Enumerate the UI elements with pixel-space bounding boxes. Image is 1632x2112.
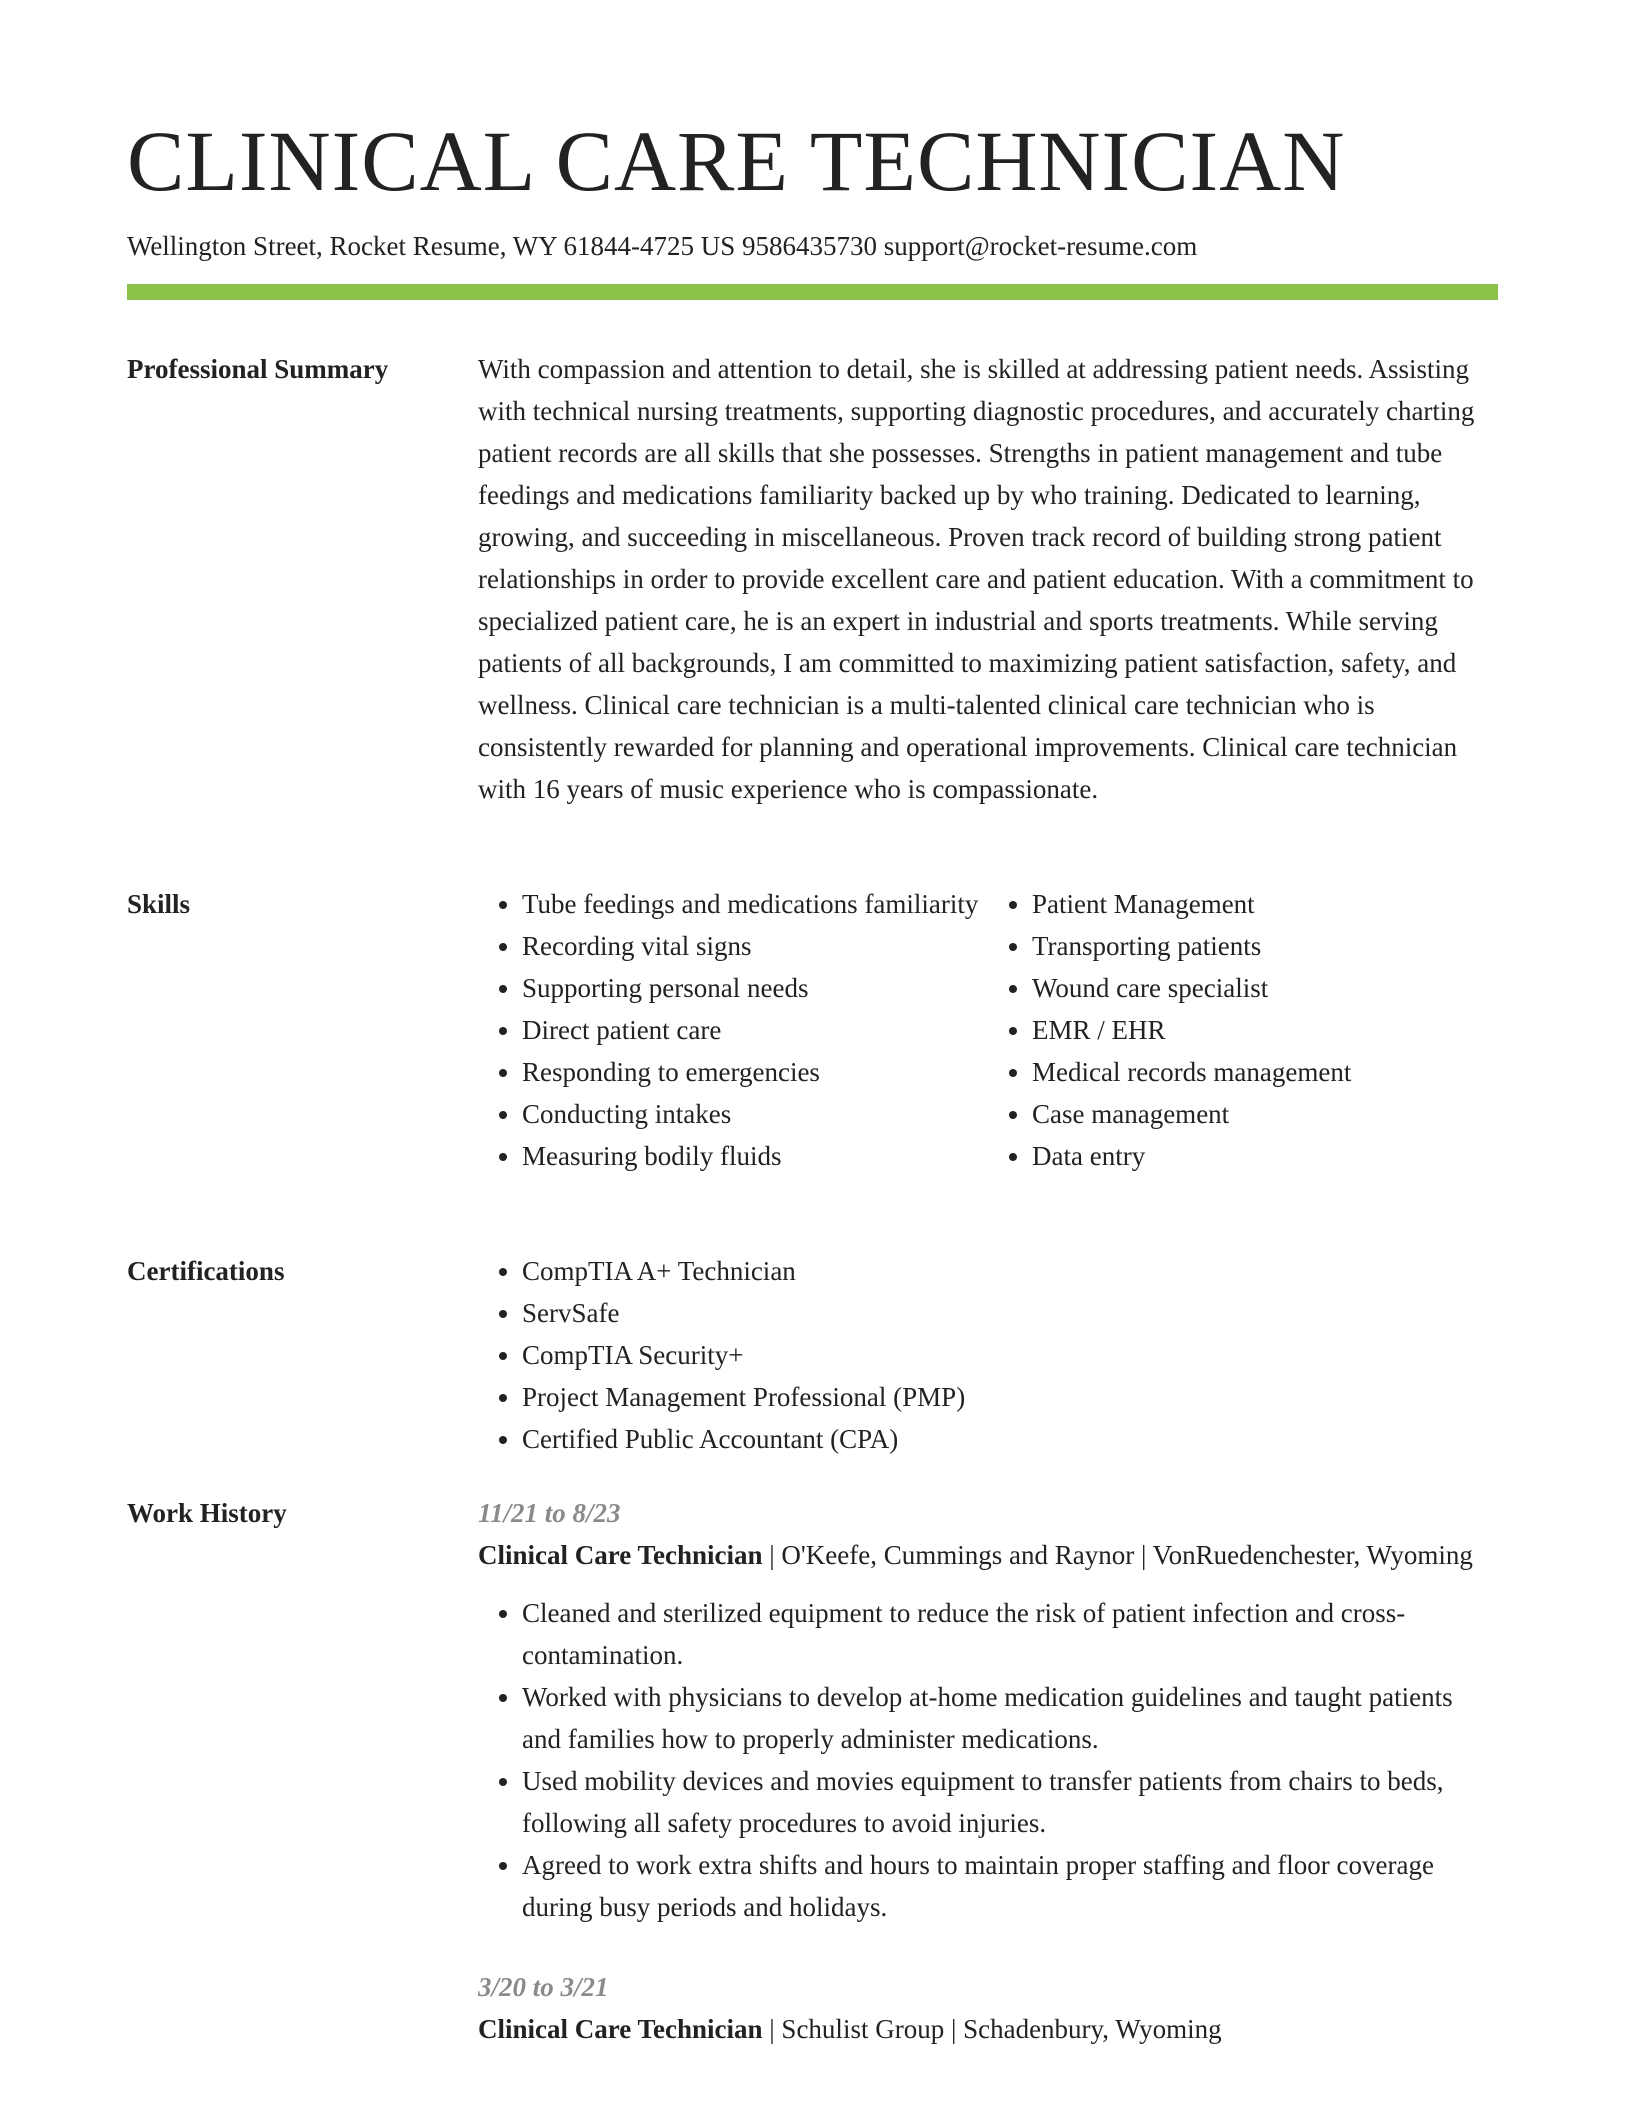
skill-item: • Tube feedings and medications familiarity (522, 883, 988, 925)
section-label-certifications: Certifications (127, 1256, 285, 1286)
section-label-skills: Skills (127, 889, 191, 919)
contact-info: Wellington Street, Rocket Resume, WY 61844-4725 US 9586435730 support@rocket-resume.com (127, 231, 1198, 261)
skills-list-left (478, 883, 988, 1177)
section-label-work-history: Work History (127, 1498, 287, 1528)
work-history-content (478, 1492, 1498, 2088)
summary-text: With compassion and attention to detail, she is skilled at addressing patient needs. Assisting with technical nursing treatments, supporting diagnostic procedures, and accurately charting patient records are all skills that she possesses. Strengths in patient management and tube feedings and medications familiarity backed up by who training. Dedicated to learning, growing, and succeeding in miscellaneous. Proven track record of building strong patient relationships in order to provide excellent care and patient education. With a commitment to specialized patient care, he is an expert in industrial and sports treatments. While serving patients of all backgrounds, I am committed to maximizing patient satisfaction, safety, and wellness. Clinical care technician is a multi-talented clinical care technician who is consistently rewarded for planning and operational improvements. Clinical care technician with 16 years of music experience who is compassionate. (478, 354, 1475, 804)
job-duty-item: • Cleaned and sterilized equipment to reduce the risk of patient infection and cross-contamination. (522, 1592, 1498, 1676)
certifications-content (478, 1250, 1498, 1460)
skill-item: • Supporting personal needs (522, 967, 988, 1009)
job-entry (478, 1966, 1498, 2050)
skill-item: • Responding to emergencies (522, 1051, 988, 1093)
skills-list-right (988, 883, 1498, 1177)
skill-item: • EMR / EHR (1032, 1009, 1498, 1051)
skill-item: • Case management (1032, 1093, 1498, 1135)
certification-item: • Certified Public Accountant (CPA) (522, 1418, 1498, 1460)
job-employer-location: | O'Keefe, Cummings and Raynor | VonRuedenchester, Wyoming (762, 1540, 1473, 1570)
skill-item: • Medical records management (1032, 1051, 1498, 1093)
skill-item: • Transporting patients (1032, 925, 1498, 967)
accent-divider (127, 284, 1498, 300)
section-label-summary: Professional Summary (127, 354, 389, 384)
job-duty-item: • Agreed to work extra shifts and hours to maintain proper staffing and floor coverage during busy periods and holidays. (522, 1844, 1498, 1928)
skill-item: • Recording vital signs (522, 925, 988, 967)
skill-item: • Conducting intakes (522, 1093, 988, 1135)
skill-item: • Data entry (1032, 1135, 1498, 1177)
certification-item: • CompTIA Security+ (522, 1334, 1498, 1376)
skill-item: • Measuring bodily fluids (522, 1135, 988, 1177)
job-heading (478, 2008, 1498, 2050)
job-employer-location: | Schulist Group | Schadenbury, Wyoming (762, 2014, 1222, 2044)
job-heading (478, 1534, 1498, 1576)
job-title: Clinical Care Technician (478, 2014, 763, 2044)
skill-item: • Wound care specialist (1032, 967, 1498, 1009)
certification-item: • CompTIA A+ Technician (522, 1250, 1498, 1292)
job-dates: 11/21 to 8/23 (478, 1498, 621, 1528)
job-duty-item: • Used mobility devices and movies equipment to transfer patients from chairs to beds, following all safety procedures to avoid injuries. (522, 1760, 1498, 1844)
certifications-list (478, 1250, 1498, 1460)
summary-content (478, 348, 1498, 810)
job-title: Clinical Care Technician (478, 1540, 763, 1570)
job-entry (478, 1492, 1498, 1928)
skills-content (478, 883, 1498, 1177)
certification-item: • ServSafe (522, 1292, 1498, 1334)
job-duties-list (478, 1592, 1498, 1928)
skill-item: • Direct patient care (522, 1009, 988, 1051)
skill-item: • Patient Management (1032, 883, 1498, 925)
job-dates: 3/20 to 3/21 (478, 1972, 609, 2002)
job-duty-item: • Worked with physicians to develop at-home medication guidelines and taught patients and families how to properly administer medications. (522, 1676, 1498, 1760)
candidate-name: CLINICAL CARE TECHNICIAN (127, 113, 1346, 209)
certification-item: • Project Management Professional (PMP) (522, 1376, 1498, 1418)
